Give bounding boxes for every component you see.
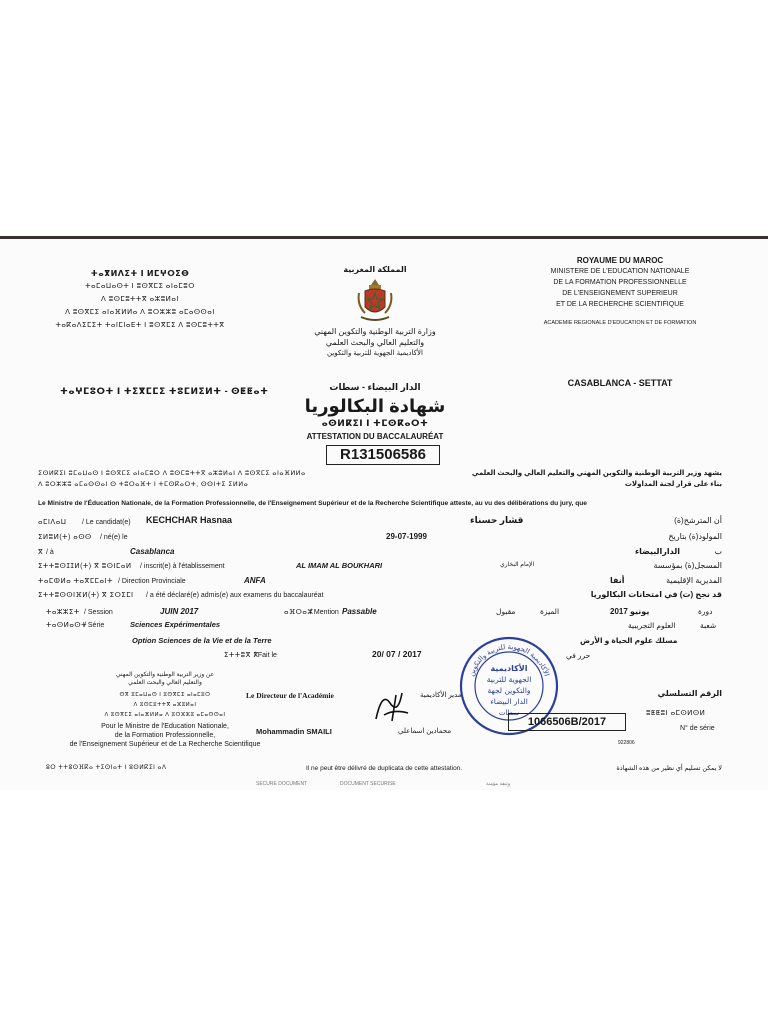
tifinagh-ministry-3: ⴷ ⵓⵙⴳⵎⵉ ⴰⵏⴰⴼⵍⵍⴰ ⴷ ⵓⵔⵣⵣⵓ ⴰⵎⴰⵙⵙⴰⵏ: [65, 309, 215, 316]
tifinagh-ministry-2: ⴷ ⵓⵙⵎⵓⵜⵜⴳ ⴰⵣⵓⵍⴰⵏ: [101, 296, 179, 303]
certificate-title-arabic: شهادة البكالوريا: [304, 396, 446, 416]
stamp-line-2: الجهوية للتربية: [486, 675, 532, 684]
birthplace-label-french: / à: [46, 549, 54, 556]
academy-arabic: الأكاديمية الجهوية للتربية والتكوين: [327, 350, 423, 357]
serie-value: Sciences Expérimentales: [130, 620, 221, 629]
session-value-arabic: يونيو 2017: [610, 607, 650, 616]
footer-secure-3: وثيقة مؤمنة: [486, 781, 511, 787]
footer-tifinagh: ⵓⵔ ⵜⵜⵓⵙⴼⴽⴰ ⵜⵉⵙⵏⴰⵜ ⵏ ⵓⵙⵍⴽⵉⵏ ⴰⴷ: [46, 765, 167, 771]
serial-number-value: 1066506B/2017: [508, 713, 626, 731]
signatory-french-1: Pour le Ministre de l'Education Nationale,: [101, 723, 229, 730]
intro-arabic-2: بناء على قرار لجنة المداولات: [624, 481, 722, 488]
birthdate-label-tifinagh: ⵉⵍⵓⵍ(ⵜ) ⴰⵙⵙ: [38, 534, 92, 541]
kingdom-arabic: المملكة المغربية: [343, 265, 407, 274]
session-label-arabic: دورة: [698, 607, 713, 616]
moroccan-coat-of-arms-icon: [355, 277, 395, 325]
ministry-french-1: MINISTERE DE L'EDUCATION NATIONALE: [550, 268, 690, 275]
stamp-line-5: سطات: [498, 709, 520, 717]
director-name-french: Mohammadin SMAILI: [256, 727, 332, 736]
tifinagh-academy: ⵜⴰⴽⴰⴷⵉⵎⵉⵜ ⵜⴰⵏⵎⵏⴰⴹⵜ ⵏ ⵓⵙⴳⵎⵉ ⴷ ⵓⵙⵎⵓⵜⵜⴳ: [55, 322, 225, 329]
baccalaureate-certificate: [0, 236, 768, 793]
session-value: JUIN 2017: [160, 607, 199, 616]
establishment-label-french: / inscrit(e) à l'établissement: [140, 563, 225, 570]
stamp-arc-text: الأكاديمية الجهوية للتربية والتكوين: [467, 642, 551, 678]
birthdate-value: 29-07-1999: [386, 532, 427, 541]
director-name-arabic: محمادين اسماعلي: [398, 728, 452, 735]
establishment-label-arabic: المسجل(ة) بمؤسسة: [653, 561, 722, 570]
certificate-serial: R131506586: [326, 445, 440, 465]
direction-label-french: / Direction Provinciale: [118, 578, 186, 585]
admitted-label-french: / a été déclaré(e) admis(e) aux examens du baccalauréat: [146, 592, 324, 599]
ministry-arabic-1: وزارة التربية الوطنية والتكوين المهني: [314, 327, 436, 336]
signatory-tifinagh-2: ⴷ ⵓⵙⵎⵓⵜⵜⴳ ⴰⵣⵓⵍⴰⵏ: [133, 702, 197, 708]
signatory-tifinagh-3: ⴷ ⵓⵙⴳⵎⵉ ⴰⵏⴰⴼⵍⵍⴰ ⴷ ⵓⵔⵣⵣⵓ ⴰⵎⴰⵙⵙⴰⵏ: [104, 712, 226, 718]
header-left-tifinagh: [40, 267, 240, 332]
signatory-arabic-2: والتعليم العالي والبحث العلمي: [128, 680, 202, 686]
candidate-label-arabic: أن المترشح(ة): [674, 516, 722, 525]
candidate-label-french: / Le candidat(e): [82, 519, 131, 526]
option-value-arabic: مسلك علوم الحياة و الأرض: [580, 636, 678, 645]
establishment-label-tifinagh: ⵉⵜⵜⵓⵙⵊⵊⵍ(ⵜ) ⴳ ⵓⵙⵏⵎⴰⵍ: [38, 563, 132, 570]
admitted-label-tifinagh: ⵉⵜⵜⵓⵙⵙⵏⴼⵍ(ⵜ) ⴳ ⵉⵔⵉⵎⵏ: [38, 592, 134, 599]
header-right-french: [520, 255, 720, 329]
serial-label-tifinagh: ⵓⵟⵟⵓⵏ ⴰⵎⵙⵍⵙⵍ: [646, 710, 706, 717]
birthplace-label-tifinagh: ⴳ: [38, 549, 44, 556]
signatory-french-2: de la Formation Professionnelle,: [114, 732, 216, 739]
footer-secure-2: DOCUMENT SECURISE: [340, 781, 396, 787]
birthplace-value-arabic: الدارالبيضاء: [635, 547, 680, 556]
intro-arabic-1: يشهد وزير التربية الوطنية والتكوين المهني والتعليم العالي والبحث العلمي: [471, 470, 722, 477]
director-signature-icon: [372, 685, 412, 725]
serial-label-french: N° de série: [680, 725, 715, 732]
session-label-tifinagh: ⵜⴰⵣⵣⵉⵜ: [46, 609, 80, 616]
bottom-background: [0, 790, 768, 1024]
director-title-arabic: مدير الأكاديمية: [420, 692, 462, 699]
stamp-line-3: والتكوين لجهة: [487, 686, 531, 695]
top-background: [0, 0, 768, 236]
tifinagh-region: ⵜⴰⵖⵎⵓⵔⵜ ⵏ ⵜⵉⴳⵎⵎⵉ ⵜⵓⵎⵍⵉⵍⵜ - ⵙⵟⵟⴰⵜ: [60, 386, 269, 396]
stamp-line-1: الأكاديمية: [490, 664, 528, 673]
serie-label-french: / Série: [84, 622, 105, 629]
serie-label-tifinagh: ⵜⴰⵙⵍⴰⵙⵜ: [46, 622, 87, 629]
intro-tifinagh-2: ⴷ ⵓⵔⵣⵣⵓ ⴰⵎⴰⵙⵙⴰⵏ ⵙ ⵜⵓⵔⴰⴼⵜ ⵏ ⵜⵎⵙⴽⴰⵔⵜ, ⵙⵙⵏⵜⵉ ⵉⵍⵍⴰ: [38, 481, 249, 488]
footer-secure-1: SECURE DOCUMENT: [256, 781, 308, 787]
direction-value-arabic: أنفا: [610, 576, 625, 585]
intro-french: Le Ministre de l'Éducation Nationale, de la Formation Professionnelle, de l'Enseignement Supérieur et de la Recherche Scientifique atteste, au vu des délibérations du jury, que: [38, 500, 587, 507]
signatory-arabic-1: عن وزير التربية الوطنية والتكوين المهني: [115, 672, 215, 678]
date-label-tifinagh: ⵉⵜⵜⵓⴳ ⴳ: [224, 652, 259, 659]
birthplace-label-arabic: ب: [714, 547, 722, 556]
mention-label-arabic: الميزة: [540, 607, 560, 616]
mention-value-arabic: مقبول: [496, 607, 516, 616]
birthdate-label-arabic: المولود(ة) بتاريخ: [668, 532, 722, 541]
direction-value: ANFA: [244, 576, 266, 585]
region-french: CASABLANCA - SETTAT: [567, 378, 673, 388]
certificate-title-french: ATTESTATION DU BACCALAURÉAT: [306, 432, 444, 441]
option-value: Option Sciences de la Vie et de la Terre: [132, 636, 272, 645]
footer-arabic: لا يمكن تسليم أي نظير من هذه الشهادة: [616, 765, 722, 772]
tifinagh-kingdom: ⵜⴰⴳⵍⴷⵉⵜ ⵏ ⵍⵎⵖⵔⵉⴱ: [90, 269, 190, 278]
academy-french: ACADEMIE REGIONALE D'EDUCATION ET DE FORMATION: [543, 320, 697, 326]
kingdom-french: ROYAUME DU MAROC: [576, 256, 664, 265]
ministry-french-3: DE L'ENSEIGNEMENT SUPERIEUR: [562, 290, 678, 297]
serie-value-arabic: العلوم التجريبية: [628, 621, 676, 630]
serial-label-arabic: الرقم التسلسلي: [657, 689, 722, 698]
candidate-name-latin: KECHCHAR Hasnaa: [146, 515, 233, 525]
date-value: 20/ 07 / 2017: [372, 649, 422, 659]
candidate-name-arabic: قشار حسناء: [470, 515, 524, 525]
signatory-french-3: de l'Enseignement Supérieur et de La Recherche Scientifique: [69, 741, 261, 748]
birthdate-label-french: / né(e) le: [100, 534, 128, 541]
establishment-value: AL IMAM AL BOUKHARI: [296, 561, 383, 570]
direction-label-arabic: المديرية الإقليمية: [666, 576, 722, 585]
stamp-line-4: الدار البيضاء: [490, 697, 528, 706]
birthplace-value: Casablanca: [130, 547, 175, 556]
ministry-arabic-2: والتعليم العالي والبحث العلمي: [325, 338, 425, 347]
intro-tifinagh-1: ⵉⵙⵍⴽⵉⵏ ⵓⵎⴰⵡⴰⵙ ⵏ ⵓⵙⴳⵎⵉ ⴰⵏⴰⵎⵓⵔ ⴷ ⵓⵙⵎⵓⵜⵜⴳ ⴰⵣⵓⵍⴰⵏ ⴷ ⵓⵙⴳⵎⵉ ⴰⵏⴰⴼⵍⵍⴰ: [38, 470, 306, 477]
serial-small-number: 922806: [618, 740, 635, 746]
tifinagh-ministry-1: ⵜⴰⵎⴰⵡⴰⵙⵜ ⵏ ⵓⵙⴳⵎⵉ ⴰⵏⴰⵎⵓⵔ: [85, 283, 195, 290]
establishment-value-arabic: الإمام البخاري: [500, 562, 535, 568]
director-title-french: Le Directeur de l'Académie: [246, 691, 334, 700]
ministry-french-2: DE LA FORMATION PROFESSIONNELLE: [553, 279, 687, 286]
mention-label-tifinagh: ⴰⴼⵔⴰⵣ: [284, 609, 314, 616]
date-label-french: / Fait le: [254, 652, 277, 659]
region-arabic: الدار البيضاء - سطات: [329, 382, 421, 392]
mention-label-french: / Mention: [310, 609, 339, 616]
ministry-french-4: ET DE LA RECHERCHE SCIENTIFIQUE: [556, 301, 684, 308]
serie-label-arabic: شعبة: [700, 621, 717, 630]
mention-value: Passable: [342, 607, 377, 616]
signatory-tifinagh-1: ⵙⴳ ⵓⵎⴰⵡⴰⵙ ⵏ ⵓⵙⴳⵎⵉ ⴰⵏⴰⵎⵓⵔ: [119, 692, 211, 698]
certificate-title-tifinagh: ⴰⵙⵍⴽⵉⵏ ⵏ ⵜⵎⵙⴽⴰⵔⵜ: [321, 418, 429, 428]
date-label-arabic: حرر في: [566, 651, 591, 660]
footer-french: Il ne peut être délivré de duplicata de cette attestation.: [306, 765, 463, 772]
session-label-french: / Session: [84, 609, 113, 616]
direction-label-tifinagh: ⵜⴰⵎⵀⵍⴰ ⵜⴰⴳⵎⵎⴰⵏⵜ: [38, 578, 113, 585]
admitted-label-arabic: قد نجح (ت) في امتحانات البكالوريا: [590, 590, 722, 599]
candidate-label-tifinagh: ⴰⵎⵏⴷⴰⵡ: [38, 519, 67, 526]
